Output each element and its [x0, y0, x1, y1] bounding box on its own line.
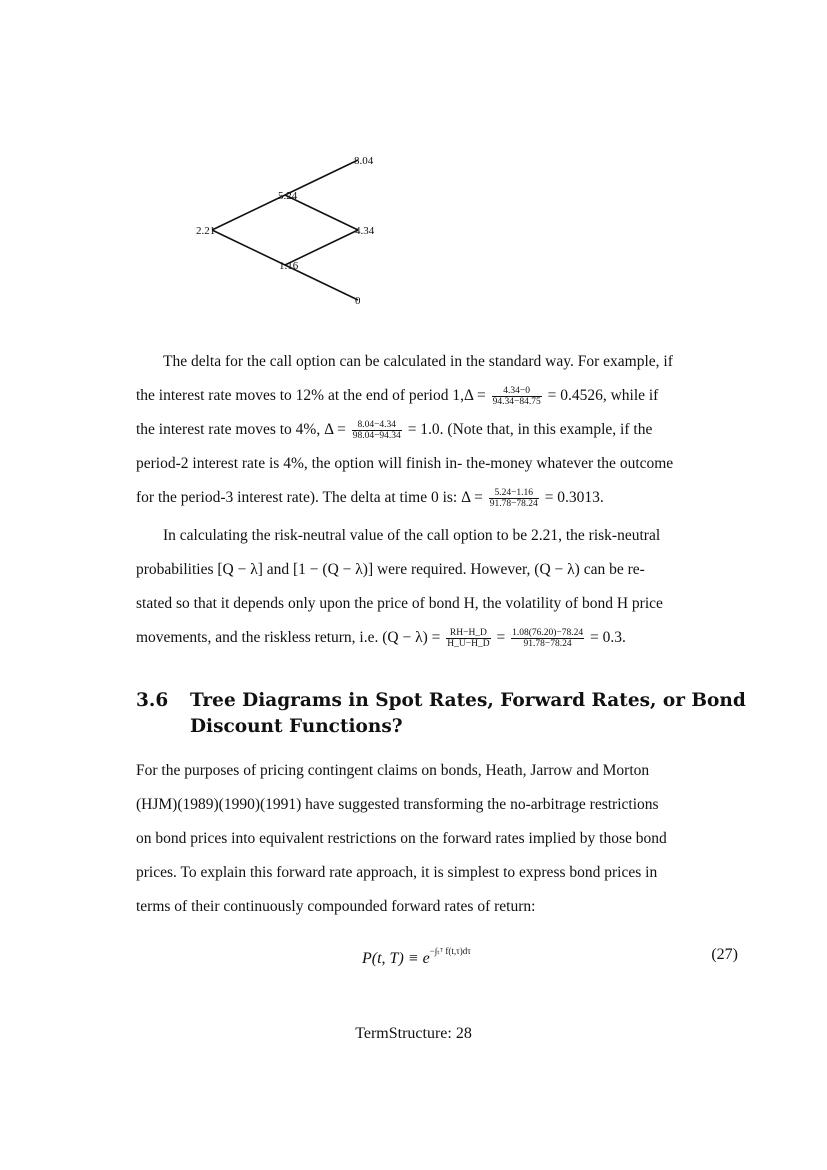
section-heading	[136, 688, 756, 740]
fraction: $\frac{RH-H\_D}{H\_U-H\_D}$	[447, 627, 490, 649]
text-line: the interest rate moves to 12% at the end of period 1,Δ = $\frac{4.34-0}{94.34-84.75}$ = 0.4526, while if	[136, 385, 659, 407]
fraction: $\frac{1.08(76.20)-78.24}{91.78-78.24}$	[512, 627, 584, 649]
text-line: probabilities [Q − λ] and [1 − (Q − λ)] were required. However, (Q − λ) can be re-	[136, 561, 645, 578]
section-title-line: Discount Functions?	[190, 716, 403, 737]
paragraph-delta	[136, 345, 736, 515]
node-uu: 8.04	[354, 155, 374, 167]
binomial-tree-diagram	[190, 150, 390, 310]
text-line: for the period-3 interest rate). The delta at time 0 is: Δ = $\frac{5.24-1.16}{91.78-78.24}$ = 0.3013.	[136, 487, 604, 509]
text-line: on bond prices into equivalent restrictions on the forward rates implied by those bond	[136, 830, 667, 847]
text-line: movements, and the riskless return, i.e. (Q − λ) = $\frac{RH-H\_D}{H\_U-H\_D}$ = $\frac{1.08(76.20)-78.24}{91.78-78.24}$ = 0.3.	[136, 627, 626, 649]
text-line: stated so that it depends only upon the price of bond H, the volatility of bond H price	[136, 595, 663, 612]
fraction: $\frac{5.24-1.16}{91.78-78.24}$	[489, 487, 538, 509]
text-line: terms of their continuously compounded forward rates of return:	[136, 898, 536, 915]
text-line: For the purposes of pricing contingent claims on bonds, Heath, Jarrow and Morton	[136, 762, 650, 779]
equation-body: P(t, $T) \equiv e^{-\int_tᵀ f(t,\tau)d\tau}$	[362, 946, 471, 967]
equation-number: (27)	[711, 946, 738, 963]
node-ud: 4.34	[355, 225, 375, 237]
paragraph-hjm	[136, 754, 736, 924]
section-number: 3.6	[136, 690, 169, 711]
text-line: the interest rate moves to 4%, Δ = $\frac{8.04-4.34}{98.04-94.34}$ = 1.0. (Note that, in this example, if the	[136, 419, 653, 441]
equation-27	[136, 944, 738, 974]
fraction: $\frac{8.04-4.34}{98.04-94.34}$	[352, 419, 401, 441]
text-line: (HJM)(1989)(1990)(1991) have suggested transforming the no-arbitrage restrictions	[136, 796, 659, 813]
text-line: In calculating the risk-neutral value of the call option to be 2.21, the risk-neutral	[163, 527, 661, 544]
paragraph-risk-neutral	[136, 519, 736, 655]
node-down: 1.16	[279, 260, 299, 272]
node-root: 2.21	[196, 225, 216, 237]
page-footer: TermStructure: 28	[355, 1025, 472, 1042]
text-line: period-2 interest rate is 4%, the option will finish in- the-money whatever the outcome	[136, 455, 674, 472]
edge-root-up	[212, 195, 285, 230]
text-line: The delta for the call option can be calculated in the standard way. For example, if	[163, 353, 673, 370]
node-up: 5.24	[278, 190, 298, 202]
edge-root-down	[212, 230, 285, 265]
node-dd: 0	[355, 295, 361, 307]
section-title-line: Tree Diagrams in Spot Rates, Forward Rates, or Bond	[190, 690, 746, 711]
fraction: $\frac{4.34-0}{94.34-84.75}$	[492, 385, 541, 407]
text-line: prices. To explain this forward rate approach, it is simplest to express bond prices in	[136, 864, 658, 881]
equation-exponent: −∫ₜᵀ f(t,τ)dτ	[429, 946, 471, 956]
